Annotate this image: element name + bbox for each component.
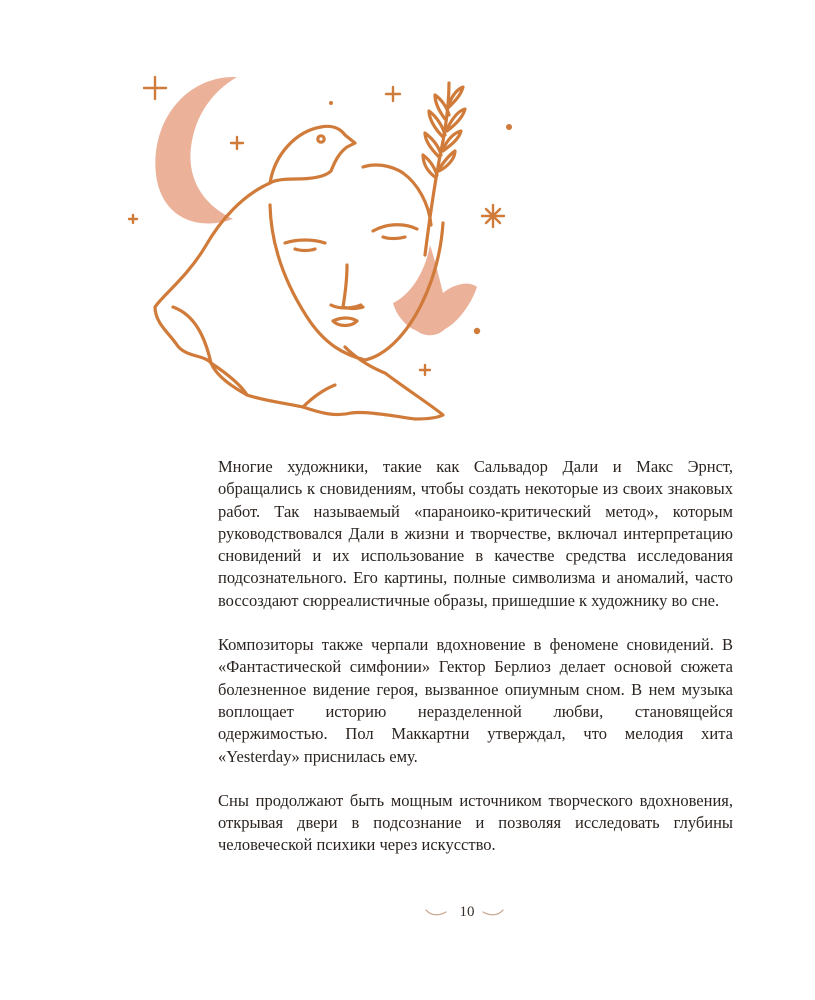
main-text xyxy=(218,456,733,857)
pink-dove-shape xyxy=(393,245,477,335)
paragraph-composers: Композиторы также черпали вдохновение в феномене сновидений. В «Фантастической симфонии» Гектор Берлиоз делает основой сюжета болезненное видение героя, вызванное опиумным сном. В нем музыка воплощает историю неразделенной любви, становящейся одержимостью. Пол Маккартни утверждал, что мелодия хита «Yesterday» приснилась ему. xyxy=(218,635,733,766)
page-number: 10 xyxy=(459,904,475,920)
dream-illustration xyxy=(125,55,520,440)
crescent-moon-shape xyxy=(155,77,237,224)
left-swash-icon xyxy=(425,908,447,918)
right-swash-icon xyxy=(482,908,504,918)
paragraph-conclusion: Сны продолжают быть мощным источником творческого вдохновения, открывая двери в подсознание и позволяя исследовать глубины человеческой психики через искусство. xyxy=(218,790,733,855)
page-footer xyxy=(0,900,815,930)
paragraph-artists: Многие художники, такие как Сальвадор Дали и Макс Эрнст, обращались к сновидениям, чтобы создать некоторые из своих знаковых работ. Так называемый «параноико-критический метод», которым руководствовался Дали в жизни и творчестве, включал интерпретацию сновидений и их использование в качестве средства исследования подсознательного. Его картины, полные символизма и аномалий, часто воссоздают сюрреалистичные образы, пришедшие к художнику во сне. xyxy=(218,457,733,610)
